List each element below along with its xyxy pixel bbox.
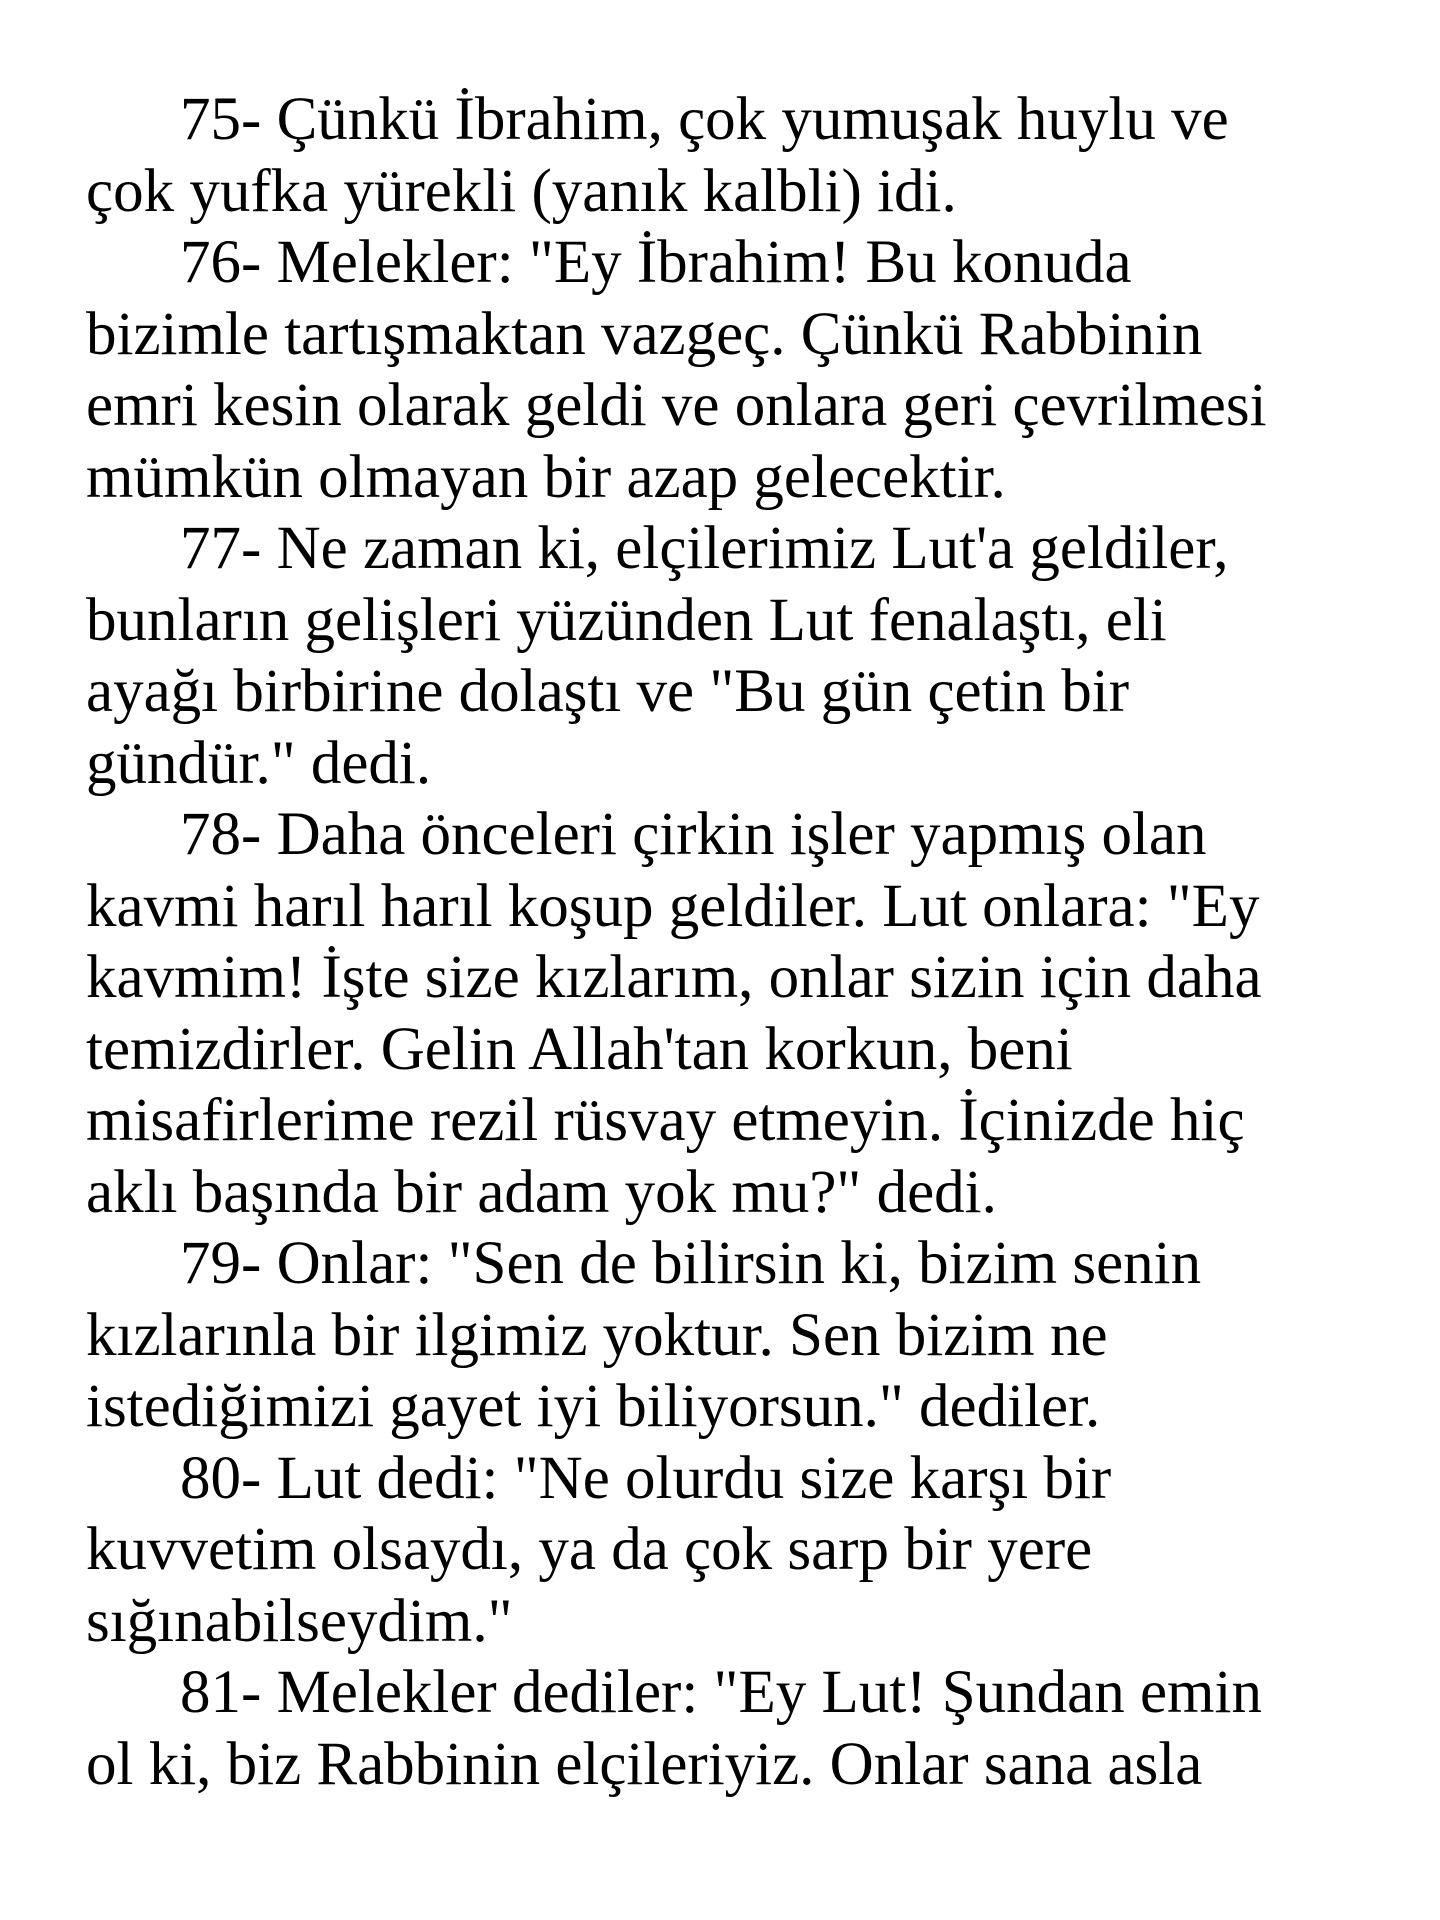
verse-78-line-6: aklı başında bir adam yok mu?" dedi.	[86, 1158, 997, 1226]
verse-79-line-1: 79- Onlar: "Sen de bilirsin ki, bizim senin	[180, 1230, 1202, 1297]
verse-77-line-1: 77- Ne zaman ki, elçilerimiz Lut'a geldiler,	[180, 515, 1229, 582]
verse-77-line-3: ayağı birbirine dolaştı ve "Bu gün çetin bir	[86, 658, 1130, 725]
verse-80-line-2: kuvvetim olsaydı, ya da çok sarp bir yere	[86, 1516, 1093, 1583]
document-page	[86, 84, 1386, 1800]
verse-77-line-4: gündür." dedi.	[86, 729, 432, 797]
verse-80-line-3: sığınabilseydim."	[86, 1587, 513, 1655]
verse-79-line-2: kızlarınla bir ilgimiz yoktur. Sen bizim ne	[86, 1301, 1108, 1369]
verse-78-line-2: kavmi harıl harıl koşup geldiler. Lut onlara: "Ey	[86, 872, 1260, 940]
verse-76-line-4: mümkün olmayan bir azap gelecektir.	[86, 443, 1006, 511]
verse-75-line-2: çok yufka yürekli (yanık kalbli) idi.	[86, 157, 957, 225]
verse-79-line-3: istediğimizi gayet iyi biliyorsun." dediler.	[86, 1373, 1101, 1440]
verse-76-line-3: emri kesin olarak geldi ve onlara geri çevrilmesi	[86, 372, 1267, 439]
verse-76-line-1: 76- Melekler: "Ey İbrahim! Bu konuda	[180, 229, 1132, 296]
verse-80-line-1: 80- Lut dedi: "Ne olurdu size karşı bir	[180, 1444, 1112, 1512]
verse-77-line-2: bunların gelişleri yüzünden Lut fenalaştı, eli	[86, 586, 1167, 654]
verse-78-line-3: kavmim! İşte size kızlarım, onlar sizin için daha	[86, 944, 1262, 1011]
verse-78-line-1: 78- Daha önceleri çirkin işler yapmış olan	[180, 801, 1207, 868]
verse-81-line-1: 81- Melekler dediler: "Ey Lut! Şundan emin	[180, 1659, 1262, 1726]
verse-75-line-1: 75- Çünkü İbrahim, çok yumuşak huylu ve	[180, 86, 1229, 153]
verse-78-line-5: misafirlerime rezil rüsvay etmeyin. İçinizde hiç	[86, 1087, 1245, 1154]
verse-78-line-4: temizdirler. Gelin Allah'tan korkun, beni	[86, 1015, 1073, 1083]
verse-81-line-2: ol ki, biz Rabbinin elçileriyiz. Onlar sana asla	[86, 1730, 1203, 1798]
verse-76-line-2: bizimle tartışmaktan vazgeç. Çünkü Rabbinin	[86, 300, 1203, 368]
